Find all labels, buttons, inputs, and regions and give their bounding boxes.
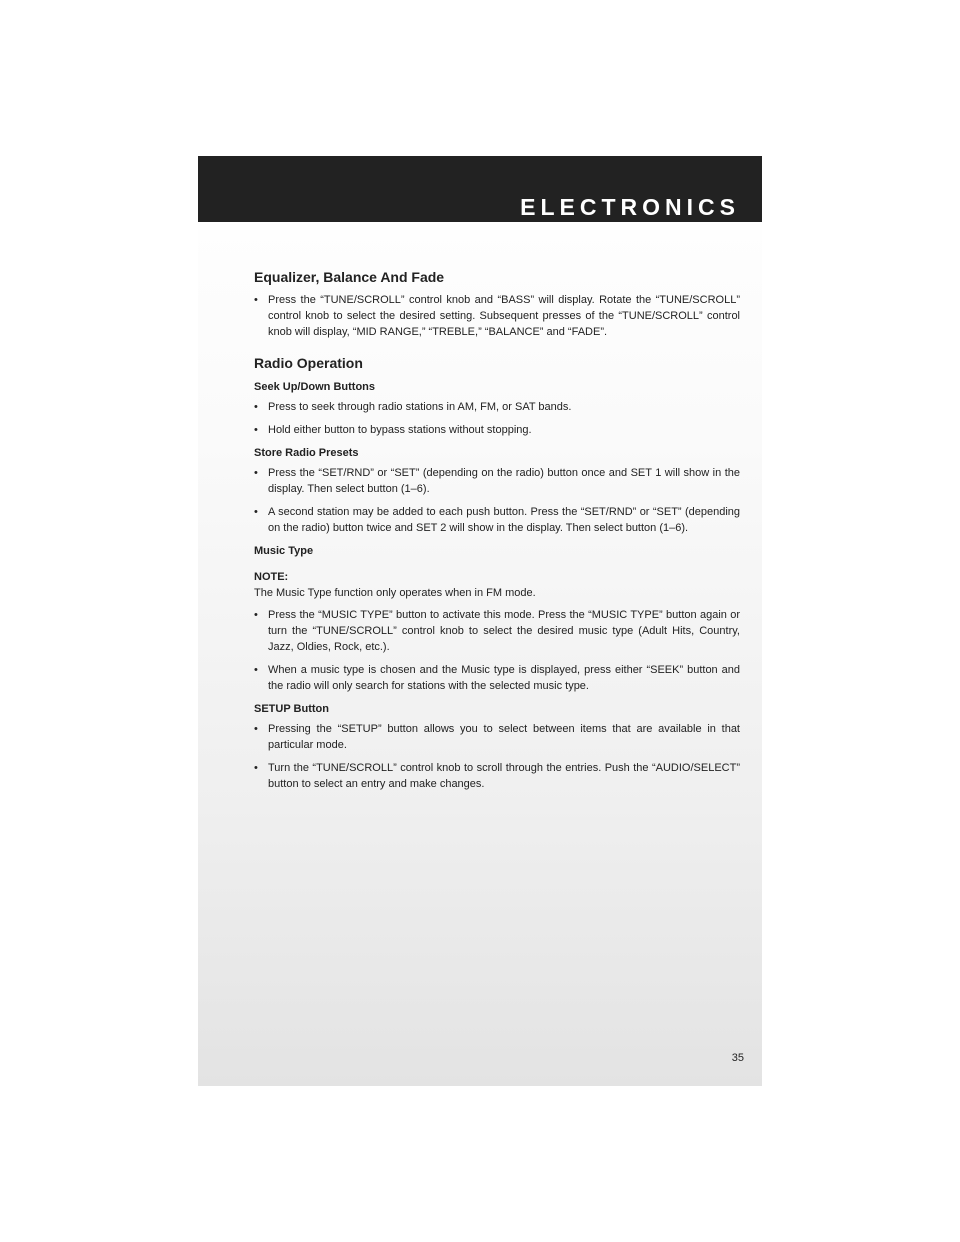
note-label: NOTE:	[254, 571, 289, 583]
list-item: • Press the “MUSIC TYPE” button to activate this mode. Press the “MUSIC TYPE” button again or turn the “TUNE/SCROLL” control knob to select the desired music type (Adult Hits, Country, Jazz, Oldies, Rock, etc.).	[254, 607, 740, 655]
page-number: 35	[731, 1052, 744, 1064]
manual-page	[198, 156, 762, 1086]
subheading-music-type: Music Type	[254, 545, 314, 557]
header-bar	[198, 156, 762, 222]
list-item: • Press the “SET/RND” or “SET” (depending on the radio) button once and SET 1 will show in the display. Then select button (1–6).	[254, 465, 740, 497]
list-item: • Turn the “TUNE/SCROLL” control knob to scroll through the entries. Push the “AUDIO/SELECT” button to select an entry and make changes.	[254, 760, 740, 792]
list-item: • Press to seek through radio stations in AM, FM, or SAT bands.	[254, 399, 740, 415]
list-item: • Pressing the “SETUP” button allows you to select between items that are available in that particular mode.	[254, 721, 740, 753]
list-item: • A second station may be added to each push button. Press the “SET/RND” or “SET” (depending on the radio) button twice and SET 2 will show in the display. Then select button (1–6).	[254, 504, 740, 536]
subheading-presets: Store Radio Presets	[254, 447, 359, 459]
subheading-setup: SETUP Button	[254, 703, 329, 715]
heading-radio-operation: Radio Operation	[254, 355, 363, 371]
music-list	[254, 607, 740, 694]
list-item: • When a music type is chosen and the Music type is displayed, press either “SEEK” button and the radio will only search for stations with the selected music type.	[254, 662, 740, 694]
seek-list	[254, 399, 740, 438]
setup-list	[254, 721, 740, 792]
header-divider	[198, 222, 762, 224]
presets-list	[254, 465, 740, 536]
section-title: ELECTRONICS	[520, 194, 740, 220]
list-item: • Hold either button to bypass stations without stopping.	[254, 422, 740, 438]
list-item: • Press the “TUNE/SCROLL” control knob and “BASS” will display. Rotate the “TUNE/SCROLL” control knob to select the desired setting. Subsequent presses of the “TUNE/SCROLL” control knob will display, “MID RANGE,” “TREBLE,” “BALANCE” and “FADE”.	[254, 292, 740, 340]
page-content	[254, 268, 740, 799]
note-text: The Music Type function only operates when in FM mode.	[254, 587, 536, 599]
equalizer-list	[254, 292, 740, 340]
subheading-seek: Seek Up/Down Buttons	[254, 381, 376, 393]
heading-equalizer: Equalizer, Balance And Fade	[254, 269, 445, 285]
